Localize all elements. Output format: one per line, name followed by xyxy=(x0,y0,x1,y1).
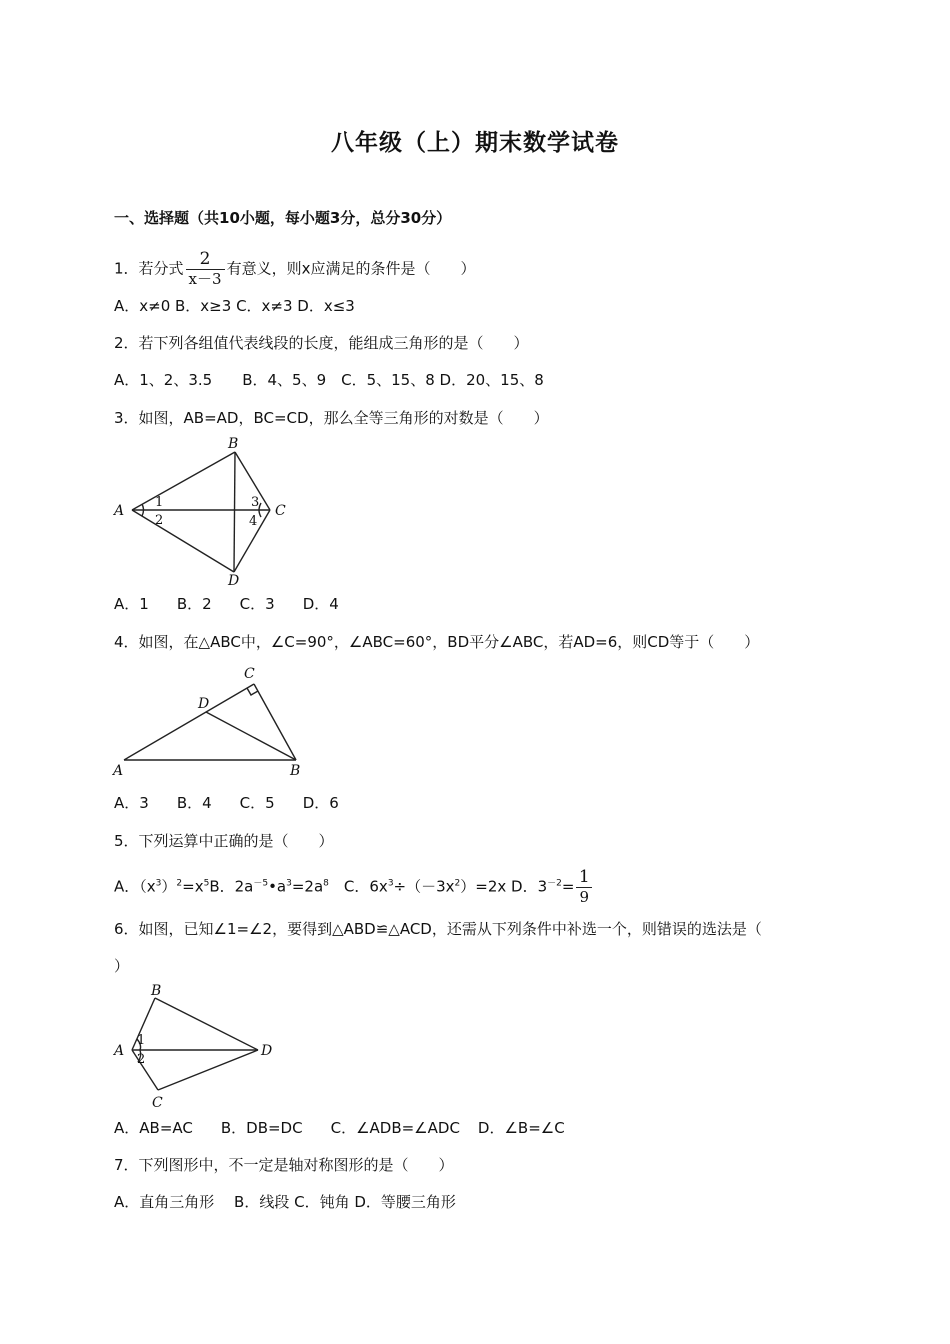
question-1 xyxy=(114,250,475,288)
question-1-options: A．x≠0 B．x≥3 C．x≠3 D．x≤3 xyxy=(114,297,355,315)
question-6: 6．如图，已知∠1=∠2，要得到△ABD≌△ACD，还需从下列条件中补选一个，则错误的选法是（ xyxy=(114,920,762,938)
q5-option-c-end: ）=2x D．3 xyxy=(460,877,548,896)
label-c: C xyxy=(244,666,255,682)
label-a: A xyxy=(113,763,124,779)
question-1-prefix: 1．若分式 xyxy=(114,259,184,278)
label-c: C xyxy=(275,503,286,519)
question-1-fraction xyxy=(186,250,225,288)
question-3: 3．如图，AB=AD，BC=CD，那么全等三角形的对数是（ ） xyxy=(114,409,549,427)
question-6-continuation: ） xyxy=(114,957,130,975)
question-6-options xyxy=(114,1117,565,1139)
label-d: D xyxy=(228,573,240,589)
question-7-options: A．直角三角形 B．线段 C．钝角 D．等腰三角形 xyxy=(114,1193,456,1211)
q5-option-a-eq: =x xyxy=(182,877,204,896)
option-c: C．∠ADB=∠ADC xyxy=(330,1119,460,1137)
question-2-options: A．1、2、3.5 B．4、5、9 C．5、15、8 D．20、15、8 xyxy=(114,371,544,389)
option-d: D．∠B=∠C xyxy=(477,1119,565,1137)
q5-option-a-base: A．（x xyxy=(114,877,156,896)
q5-option-a-exp3: 5 xyxy=(203,878,210,889)
option-c: C．3 xyxy=(239,595,275,613)
fraction-denominator: 9 xyxy=(576,887,592,906)
fraction-numerator: 1 xyxy=(578,867,590,887)
label-a: A xyxy=(114,1043,125,1059)
angle-label-1: 1 xyxy=(155,495,164,510)
q5-option-c-mid: ÷（－3x xyxy=(393,877,455,896)
question-5-options xyxy=(114,868,594,906)
q5-option-c-exp2: 2 xyxy=(454,878,461,889)
option-a: A．3 xyxy=(114,794,149,812)
question-3-options xyxy=(114,593,339,615)
q5-option-b-eq: =2a xyxy=(291,877,324,896)
fraction-denominator: x－3 xyxy=(186,269,225,288)
angle-label-1: 1 xyxy=(137,1033,146,1048)
angle-label-2: 2 xyxy=(137,1052,146,1067)
q5-option-b-mid: •a xyxy=(268,877,287,896)
fraction-numerator: 2 xyxy=(199,249,211,269)
option-d: D．4 xyxy=(302,595,339,613)
label-d: D xyxy=(198,696,210,712)
question-1-suffix: 有意义，则x应满足的条件是（ ） xyxy=(226,259,476,278)
q5-option-c-base: C．6x xyxy=(328,877,388,896)
segment-ad xyxy=(132,510,234,572)
q5-option-b-exp2: 3 xyxy=(286,878,292,889)
option-a: A．AB=AC xyxy=(114,1119,193,1137)
option-c: C．5 xyxy=(239,794,275,812)
question-6-figure xyxy=(110,982,290,1114)
q5-option-b-exp1: －5 xyxy=(253,878,269,889)
q5-option-a-mid: ） xyxy=(161,877,177,896)
label-b: B xyxy=(228,436,239,452)
question-5: 5．下列运算中正确的是（ ） xyxy=(114,832,334,850)
option-a: A．1 xyxy=(114,595,149,613)
q5-option-d-exp: －2 xyxy=(547,878,562,889)
question-4-options xyxy=(114,792,339,814)
angle-label-4: 4 xyxy=(249,514,258,529)
option-b: B．2 xyxy=(176,595,212,613)
segment-cd xyxy=(158,1050,258,1090)
angle-label-3: 3 xyxy=(251,495,260,510)
question-4: 4．如图，在△ABC中，∠C=90°，∠ABC=60°，BD平分∠ABC，若AD=6，则CD等于（ ） xyxy=(114,633,760,651)
q5-option-a-exp2: 2 xyxy=(176,878,183,889)
q5-option-a-exp1: 3 xyxy=(155,878,162,889)
option-d: D．6 xyxy=(302,794,339,812)
option-b: B．4 xyxy=(176,794,212,812)
q5-option-b-exp3: 8 xyxy=(323,878,329,889)
option-b: B．DB=DC xyxy=(220,1119,303,1137)
segment-ab xyxy=(132,452,235,510)
section-heading-multiple-choice: 一、选择题（共10小题，每小题3分，总分30分） xyxy=(114,209,452,227)
label-c: C xyxy=(152,1095,163,1111)
question-3-figure xyxy=(110,432,290,590)
label-b: B xyxy=(151,983,162,999)
angle-label-2: 2 xyxy=(155,513,164,528)
q5-option-b-base: B．2a xyxy=(209,877,254,896)
label-b: B xyxy=(290,763,301,779)
segment-bd xyxy=(234,452,235,572)
q5-option-c-exp1: 3 xyxy=(387,878,394,889)
question-4-figure xyxy=(110,662,310,782)
q5-option-d-fraction xyxy=(576,868,592,906)
segment-bd xyxy=(155,998,258,1050)
label-d: D xyxy=(261,1043,273,1059)
segment-ac xyxy=(124,684,254,760)
question-7: 7．下列图形中，不一定是轴对称图形的是（ ） xyxy=(114,1156,454,1174)
page-title: 八年级（上）期末数学试卷 xyxy=(331,130,619,156)
question-2: 2．若下列各组值代表线段的长度，能组成三角形的是（ ） xyxy=(114,334,529,352)
label-a: A xyxy=(114,503,125,519)
q5-option-d-eq: = xyxy=(561,877,575,896)
